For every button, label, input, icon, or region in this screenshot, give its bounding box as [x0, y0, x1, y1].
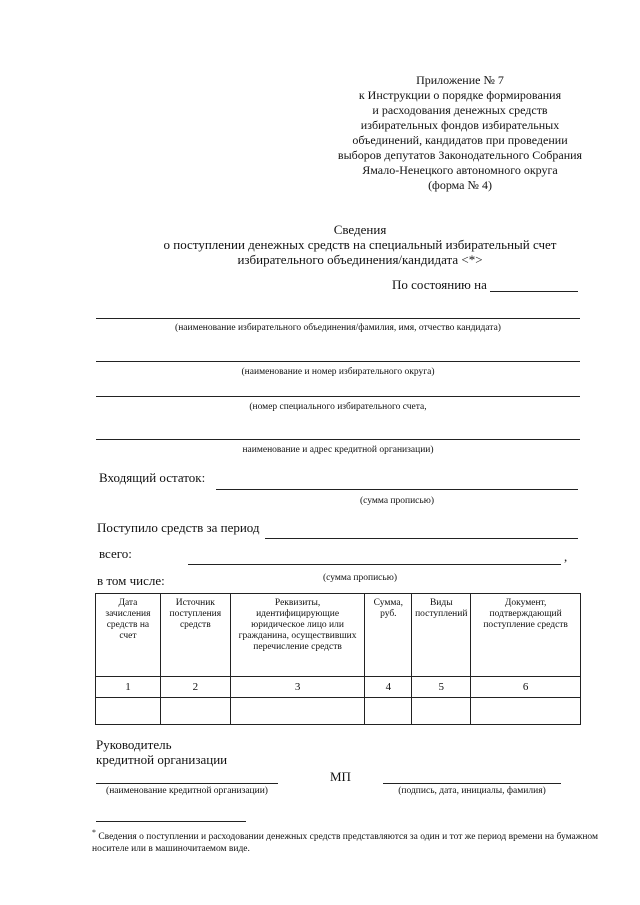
total-caption: (сумма прописью)	[323, 573, 397, 583]
opening-balance-label: Входящий остаток:	[99, 470, 206, 485]
opening-balance-caption: (сумма прописью)	[360, 496, 434, 506]
title-line: о поступлении денежных средств на специальный избирательный счет	[163, 237, 557, 252]
column-number: 4	[365, 677, 412, 698]
column-number: 5	[412, 677, 471, 698]
column-number: 3	[230, 677, 365, 698]
appendix-line: Ямало-Ненецкого автономного округа	[362, 163, 558, 177]
table-header-row	[96, 594, 581, 677]
signature-field[interactable]	[383, 783, 561, 784]
total-comma: ,	[564, 549, 568, 564]
header-source: Источник поступления средств	[160, 594, 230, 677]
party-name-caption: (наименование избирательного объединения/фамилия, имя, отчество кандидата)	[175, 323, 501, 333]
table-cell[interactable]	[412, 698, 471, 725]
including-label: в том числе:	[97, 573, 165, 588]
credit-org-name-field[interactable]	[96, 783, 278, 784]
header-date: Дата зачисления средств на счет	[96, 594, 161, 677]
footnote-divider	[96, 821, 246, 822]
table-cell[interactable]	[471, 698, 581, 725]
footnote	[92, 827, 602, 855]
bank-caption: наименование и адрес кредитной организации)	[242, 445, 434, 455]
account-field[interactable]	[96, 396, 580, 397]
appendix-line: и расходования денежных средств	[372, 103, 548, 117]
stamp-label: МП	[330, 769, 351, 784]
appendix-line: выборов депутатов Законодательного Собрания	[337, 148, 583, 162]
form-number: (форма № 4)	[428, 178, 492, 192]
header-document: Документ, подтверждающий поступление средств	[471, 594, 581, 677]
title-line: избирательного объединения/кандидата <*>	[237, 252, 483, 267]
appendix-title: Приложение № 7	[416, 73, 504, 87]
appendix-line: избирательных фондов избирательных	[360, 118, 560, 132]
total-field[interactable]	[188, 564, 561, 565]
column-number: 6	[471, 677, 581, 698]
account-caption: (номер специального избирательного счета,	[249, 402, 427, 412]
table-cell[interactable]	[230, 698, 365, 725]
as-of-label: По состоянию на	[392, 277, 487, 292]
column-number: 2	[160, 677, 230, 698]
district-field[interactable]	[96, 361, 580, 362]
credit-org-label: кредитной организации	[96, 752, 228, 767]
table-row	[96, 698, 581, 725]
header-sum: Сумма, руб.	[365, 594, 412, 677]
signature-caption: (подпись, дата, инициалы, фамилия)	[398, 786, 546, 796]
receipts-table	[95, 593, 581, 725]
table-cell[interactable]	[365, 698, 412, 725]
district-caption: (наименование и номер избирательного округа)	[241, 367, 435, 377]
table-number-row	[96, 677, 581, 698]
head-label: Руководитель	[96, 737, 172, 752]
header-requisites: Реквизиты, идентифицирующие юридическое лицо или гражданина, осуществивших перечисление средств	[230, 594, 365, 677]
table-cell[interactable]	[96, 698, 161, 725]
title-line: Сведения	[333, 222, 387, 237]
total-label: всего:	[99, 546, 132, 561]
party-name-field[interactable]	[96, 318, 580, 319]
opening-balance-field[interactable]	[216, 489, 578, 490]
footnote-text: Сведения о поступлении и расходовании денежных средств представляются за один и тот же период времени на бумажном носителе или в машиночитаемом виде.	[92, 832, 599, 855]
column-number: 1	[96, 677, 161, 698]
appendix-line: к Инструкции о порядке формирования	[358, 88, 562, 102]
received-period-label: Поступило средств за период	[97, 520, 260, 535]
footnote-marker: *	[92, 828, 96, 837]
table-cell[interactable]	[160, 698, 230, 725]
credit-org-caption: (наименование кредитной организации)	[106, 786, 268, 796]
appendix-line: объединений, кандидатов при проведении	[352, 133, 568, 147]
as-of-date-field[interactable]	[490, 291, 578, 292]
header-kinds: Виды поступлений	[412, 594, 471, 677]
received-period-field[interactable]	[265, 538, 578, 539]
bank-field[interactable]	[96, 439, 580, 440]
document-title	[60, 222, 640, 267]
